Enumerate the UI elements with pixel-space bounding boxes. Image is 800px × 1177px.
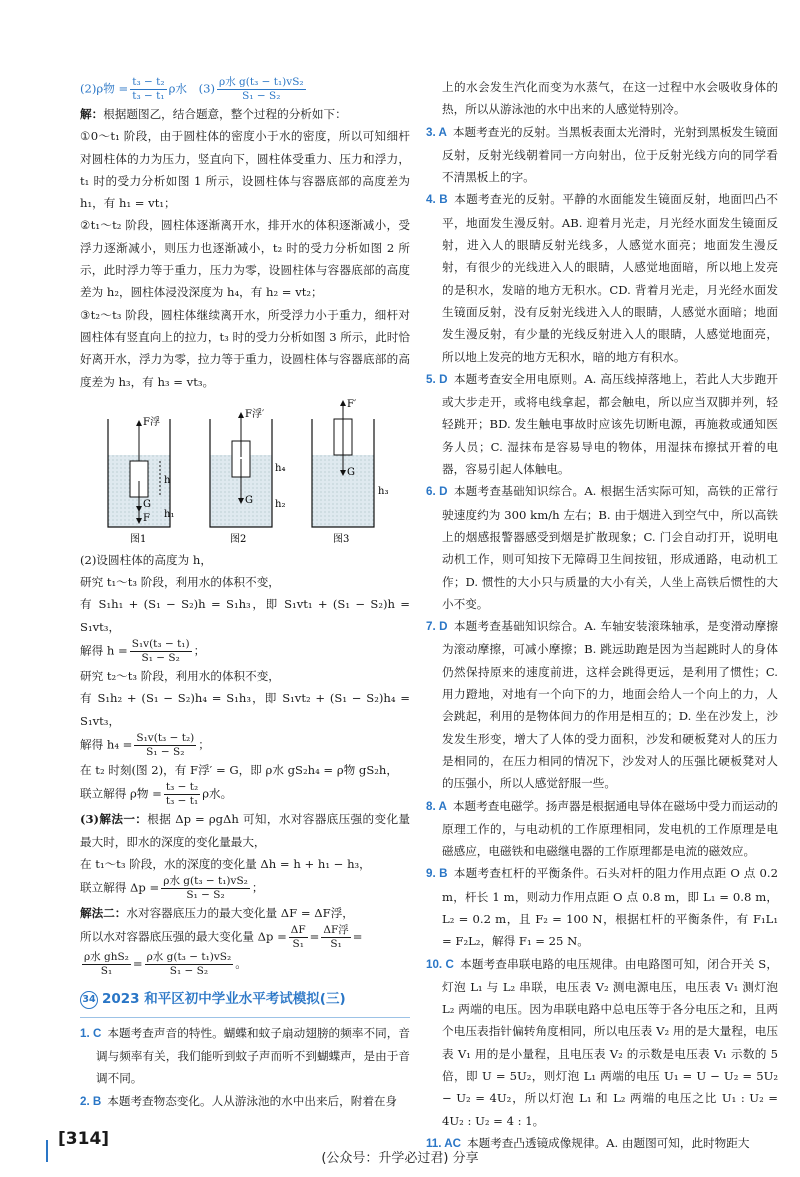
answer-3: 3. A 本题考查光的反射。当黑板表面太光滑时，光射到黑板发生镜面反射，反射光线朝着同一方向射出，位于反射光线方向的同学看不清黑板上的字。 (426, 124, 778, 185)
force-diagrams (80, 399, 410, 547)
q2-line-9: 联立解得 ρ物 = $\frac{\text{t₃ − t₂}}{\text{t₃ − t₁}}$ ρ水。 (80, 781, 233, 808)
q2-line-6: 有 S₁h₂ + (S₁ − S₂)h₄ = S₁h₃，即 S₁vt₂ + (S₁ − S₂)h₄ = S₁vt₃， (80, 691, 410, 728)
svg-text:G: G (245, 494, 253, 506)
answer-5: 5. D 本题考查安全用电原则。A. 高压线掉落地上，若此人大步跑开或大步走开，或将电线拿起，都会触电，所以应当双脚并列，轻轻跳开；BD. 发生触电事故时应该先切断电源，再施救或通知医务人员；C. 湿抹布是容易导电的物体，用湿抹布擦拭开着的电器，容易引起人体触电。 (426, 371, 779, 477)
answer-10: 10. C 本题考查串联电路的电压规律。由电路图可知，闭合开关 S，灯泡 L₁ 与 L₂ 串联，电压表 V₂ 测电源电压，电压表 V₁ 测灯泡 L₂ 两端的电压。因为串联电路中总电压等于各分电压之和，且两个电压表指针偏转角度相同，所以电压表 V₂ 用的是大量程，电压表 V₁ 用的是小量程，且电压表 V₂ 的示数是电压表 V₁ 示数的 5 倍，即 U = 5U₂，则灯泡 L₁ 两端的电压 U₁ = U − U₂ = 5U₂ − U₂ = 4U₂，所以灯泡 L₁ 和 L₂ 两端的电压之比 U₁ : U₂ = 4U₂ : U₂ = 4 : 1。 (426, 956, 778, 1128)
answer-11: 11. AC 本题考查凸透镜成像规律。A. 由题图可知，此时物距大 (426, 1135, 750, 1150)
analysis-step-3: ③t₂～t₃ 阶段，圆柱体继续离开水，所受浮力小于重力，细杆对圆柱体有竖直向上的拉力，t₃ 时的受力分析如图 3 所示，此时恰好离开水，浮力为零，拉力等于重力，设圆柱体与容器底部的高度差为 h₃，有 h₃ = vt₃。 (80, 307, 410, 389)
answer-6: 6. D 本题考查基础知识综合。A. 根据生活实际可知，高铁的正常行驶速度约为 300 km/h 左右；B. 由于烟进入到空气中，所以高铁上的烟感报警器感受到烟是扩散现象；C. 门会自动打开，说明电动机工作，则可知按下无障碍卫生间按钮，形成通路，电动机工作；D. 惯性的大小只与质量的大小有关，人坐上高铁后惯性的大小不变。 (426, 484, 779, 611)
svg-text:G: G (143, 498, 151, 510)
svg-text:h₁: h₁ (164, 508, 175, 520)
q3-line-2: 在 t₁～t₃ 阶段，水的深度的变化量 Δh = h + h₁ − h₃， (80, 856, 371, 871)
q2-line-7: 解得 h₄ = $\frac{\text{S₁v(t₃ − t₂)}}{\text{S₁ − S₂}}$ ； (80, 731, 210, 758)
fraction: $\frac{\text{t₃ − t₂}}{\text{t₃ − t₁}}$ (132, 76, 165, 102)
answer-2-cont: 上的水会发生汽化而变为水蒸气，在这一过程中水会吸收身体的热，所以从游泳池的水中出来的人感觉特别冷。 (442, 80, 778, 117)
q3-method-1: (3)解法一：根据 Δp = ρgΔh 可知，水对容器底压强的变化量最大时，即水的深度的变化量最大， (80, 812, 411, 849)
analysis-step-1: ①0～t₁ 阶段，由于圆柱体的密度小于水的密度，所以可知细杆对圆柱体的力为压力，竖直向下，圆柱体受重力、压力和浮力，t₁ 时的受力分析如图 1 所示，设圆柱体与容器底部的高度差为 h₁，有 h₁ = vt₁； (80, 129, 410, 211)
fraction: $\frac{\text{ρ水 g(t₃ − t₁)vS₂}}{\text{S₁ − S₂}}$ (219, 76, 304, 102)
q2-line-4: 解得 h = $\frac{\text{S₁v(t₃ − t₁)}}{\text{S₁ − S₂}}$ ； (80, 638, 206, 665)
q2-line-5: 研究 t₂～t₃ 阶段，利用水的体积不变， (80, 669, 280, 684)
answer-7: 7. D 本题考查基础知识综合。A. 车轴安装滚珠轴承，是变滑动摩擦为滚动摩擦，可减小摩擦；B. 跳远助跑是因为当起跳时人的身体仍然保持原来的速度前进，这样会跳得更远，是利用了惯性；C. 用力蹬地，对地有一个向下的力，地面会给人一个向上的力，人会跳起，利用的是物体间力的作用是相互的；D. 坐在沙发上，沙发发生形变，增大了人体的受力面积，沙发和硬板凳对人的压力是相同的，在压力相同的情况下，沙发对人的压强比硬板凳对人的压强小，所以人感觉舒服一些。 (426, 619, 779, 791)
figure-3 (312, 399, 388, 545)
answer-1: 1. C 本题考查声音的特性。蝴蝶和蚊子扇动翅膀的频率不同，音调与频率有关，我们能听到蚊子声而听不到蝴蝶声，是由于音调不同。 (80, 1025, 410, 1086)
answer-9: 9. B 本题考查杠杆的平衡条件。石头对杆的阻力作用点距 O 点 0.2 m，杆长 1 m，则动力作用点距 O 点 0.8 m，即 L₁ = 0.8 m，L₂ = 0.2 m，且 F₂ = 100 N，根据杠杆的平衡条件，有 F₁L₁ = F₂L₂，解得 F₁ = 25 N。 (426, 866, 778, 949)
svg-text:G: G (347, 466, 355, 478)
figure-1 (108, 415, 174, 545)
section-title: 2023 和平区初中学业水平考试模拟(三) (102, 991, 346, 1008)
answer-2: 2. B 本题考查物态变化。人从游泳池的水中出来后，附着在身 (80, 1093, 398, 1108)
page-number: [314] (58, 1129, 110, 1149)
q2-line-1: (2)设圆柱体的高度为 h， (80, 552, 212, 567)
section-number: 34 (80, 991, 98, 1009)
figure-2-label: 图2 (230, 533, 247, 545)
svg-text:h₄: h₄ (275, 462, 286, 474)
q3-line-3: 联立解得 Δp = $\frac{\text{ρ水 g(t₃ − t₁)vS₂}}{\text{S₁ − S₂}}$ ； (80, 875, 264, 902)
section-divider (80, 1017, 410, 1018)
figure-1-label: 图1 (130, 533, 147, 545)
force-diagram-svg (80, 399, 410, 547)
analysis-intro: 解：根据题图乙，结合题意，整个过程的分析如下： (80, 107, 347, 121)
section-heading (80, 988, 410, 1010)
svg-text:F: F (143, 512, 150, 524)
answer-4: 4. B 本题考查光的反射。平静的水面能发生镜面反射，地面凹凸不平，地面发生漫反射。AB. 迎着月光走，月光经水面发生镜面反射，进入人的眼睛反射光线多，人感觉水面亮；地面发生漫反射，有很少的光线进入人的眼睛，人感觉地面暗，所以地上发亮的是积水，发暗的地方无积水。CD. 背着月光走，月光经水面发生镜面反射，没有反射光线进入人的眼睛，人感觉水面暗；地面发生漫反射，有少量的光线反射进入人的眼睛，人感觉地面亮，所以地上发亮的地方无积水，暗的地方有积水。 (426, 192, 778, 364)
svg-text:h₂: h₂ (275, 498, 286, 510)
left-column (80, 76, 410, 1113)
figure-3-label: 图3 (333, 533, 350, 545)
svg-text:h: h (164, 474, 171, 486)
f1-buoyancy-label: F浮 (143, 416, 160, 428)
footer-credit: (公众号：升学必过君) 分享 (321, 1151, 479, 1166)
q2-line-8: 在 t₂ 时刻(图 2)，有 F浮′ = G，即 ρ水 gS₂h₄ = ρ物 gS₂h， (80, 762, 398, 777)
right-column (426, 76, 778, 1155)
q3-line-5: 所以水对容器底压强的最大变化量 Δp = $\frac{\Delta F}{\text{S₁}}$ = $\frac{\text{ΔF浮}}{\text{S₁}}$ = (80, 924, 363, 951)
analysis-step-2: ②t₁～t₂ 阶段，圆柱体逐渐离开水，排开水的体积逐渐减小，受浮力逐渐减小，则压力也逐渐减小，t₂ 时的受力分析如图 2 所示，此时浮力等于重力，压力为零，设圆柱体与容器底部的高度差为 h₂，圆柱体浸没深度为 h₄，有 h₂ = vt₂； (80, 218, 410, 300)
q3-line-6: $\frac{\text{ρ水 ghS₂}}{\text{S₁}}$ = $\frac{\text{ρ水 g(t₃ − t₁)vS₂}}{\text{S₁ − S₂}}$ 。 (84, 951, 247, 978)
f2-buoyancy-label: F浮′ (245, 408, 265, 420)
svg-text:h₃: h₃ (378, 485, 389, 497)
q2-line-2: 研究 t₁～t₃ 阶段，利用水的体积不变， (80, 575, 280, 590)
f3-tension-label: F′ (347, 398, 357, 410)
q2-line-3: 有 S₁h₁ + (S₁ − S₂)h = S₁h₃，即 S₁vt₁ + (S₁ − S₂)h = S₁vt₃， (80, 597, 410, 634)
answer-8: 8. A 本题考查电磁学。扬声器是根据通电导体在磁场中受力而运动的原理工作的，与电动机的工作原理相同，发电机的工作原理是电磁感应，电磁铁和电磁继电器的工作原理都是电流的磁效应。 (426, 798, 778, 859)
answer-line-2-3: (2)ρ物 = $\frac{\text{t₃ − t₂}}{\text{t₃ − t₁}}$ ρ水 (3) $\frac{\text{ρ水 g(t₃ − t₁)vS₂}}{\text{S₁ − S₂}}$ (80, 76, 304, 102)
figure-2 (210, 407, 285, 545)
q3-method-2: 解法二：水对容器底压力的最大变化量 ΔF = ΔF浮， (80, 906, 354, 921)
